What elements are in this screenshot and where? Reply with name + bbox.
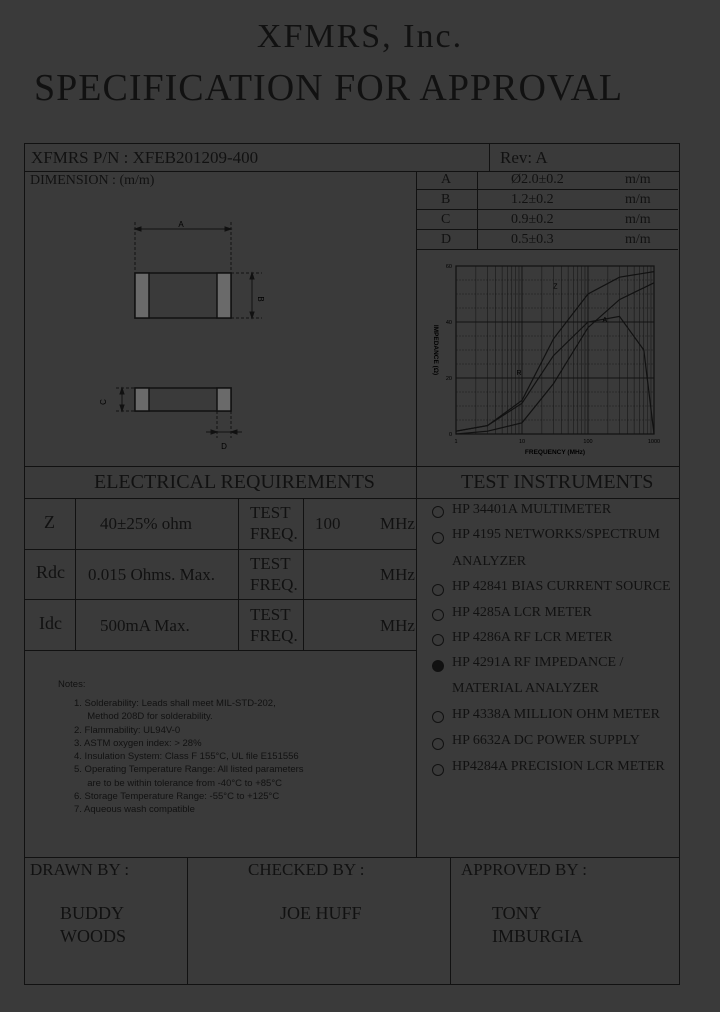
note-line: 2. Flammability: UL94V-0 — [74, 724, 181, 736]
instrument-label: HP 4286A RF LCR METER — [452, 630, 613, 645]
divider — [477, 171, 478, 249]
note-line: 1. Solderability: Leads shall meet MIL-STD-202, — [74, 698, 276, 709]
test-label: TEST — [250, 554, 291, 573]
notes-heading: Notes: — [58, 679, 86, 690]
series-r-line — [456, 283, 654, 434]
radio-button[interactable] — [432, 634, 444, 646]
param-symbol: Rdc — [36, 562, 65, 582]
divider — [450, 857, 451, 984]
freq-label: FREQ. — [250, 575, 298, 594]
test-label: TEST — [250, 605, 291, 624]
radio-button[interactable] — [432, 764, 444, 776]
divider — [489, 143, 490, 172]
approved-by-name: TONY — [492, 903, 542, 923]
x-tick-label: 1 — [454, 439, 458, 445]
radio-button[interactable] — [432, 609, 444, 621]
checked-by-name: JOE HUFF — [280, 903, 362, 923]
approved-by-name: IMBURGIA — [492, 926, 584, 946]
dimension-unit: m/m — [625, 212, 651, 227]
document-title: SPECIFICATION FOR APPROVAL — [34, 67, 624, 109]
divider — [416, 171, 417, 466]
note-line: 3. ASTM oxygen index: > 28% — [74, 737, 202, 749]
checked-by-label: CHECKED BY : — [248, 860, 365, 879]
dimension-value: 1.2±0.2 — [511, 192, 554, 207]
divider — [24, 549, 416, 550]
y-axis-label: IMPEDANCE (Ω) — [432, 324, 439, 376]
note-line: are to be within tolerance from -40°C to +85°C — [74, 777, 282, 789]
electrical-heading: ELECTRICAL REQUIREMENTS — [94, 471, 375, 493]
test-label: TEST — [250, 503, 291, 522]
frequency-unit: MHz — [380, 616, 415, 635]
frequency-unit: MHz — [380, 565, 415, 584]
drawn-by-name: BUDDY — [60, 903, 125, 923]
note-line: 7. Aqueous wash compatible — [74, 804, 195, 816]
radio-button-selected[interactable] — [432, 660, 444, 672]
instrument-label: HP 4291A RF IMPEDANCE / — [452, 655, 624, 670]
freq-label: FREQ. — [250, 524, 298, 543]
drawing-label: A — [178, 220, 184, 229]
divider — [24, 171, 679, 172]
divider — [303, 498, 304, 650]
divider — [416, 229, 678, 230]
instrument-label: HP 4285A LCR METER — [452, 605, 592, 620]
radio-button[interactable] — [432, 532, 444, 544]
series-label: R — [516, 370, 522, 378]
divider — [24, 857, 679, 858]
dimension-key: D — [441, 232, 452, 247]
param-value: 500mA Max. — [100, 616, 190, 635]
dimension-key: A — [441, 172, 452, 187]
divider — [187, 857, 188, 984]
note-line: 5. Operating Temperature Range: All listed parameters — [74, 764, 304, 776]
radio-button[interactable] — [432, 506, 444, 518]
dimension-key: B — [441, 192, 451, 207]
param-value: 40±25% ohm — [100, 514, 192, 533]
dimension-key: C — [441, 212, 451, 227]
frequency-unit: MHz — [380, 514, 415, 533]
divider — [75, 498, 76, 650]
series-label: A — [602, 317, 608, 324]
divider — [416, 466, 417, 857]
instrument-label: HP 34401A MULTIMETER — [452, 502, 612, 517]
y-tick-label: 0 — [448, 432, 452, 438]
instrument-label: HP 4338A MILLION OHM METER — [452, 707, 660, 722]
note-line: 4. Insulation System: Class F 155°C, UL file E151556 — [74, 751, 299, 763]
radio-button[interactable] — [432, 711, 444, 723]
divider — [24, 498, 679, 499]
param-symbol: Z — [44, 512, 55, 532]
dimension-unit: m/m — [625, 192, 651, 207]
notes-list — [74, 697, 304, 817]
radio-button[interactable] — [432, 738, 444, 750]
drawing-label: C — [99, 399, 108, 405]
divider — [416, 189, 678, 190]
test-frequency: 100 — [315, 514, 341, 533]
drawn-by-name: WOODS — [60, 926, 126, 946]
divider — [24, 466, 679, 467]
y-tick-label: 20 — [445, 376, 452, 382]
dimension-unit: m/m — [625, 232, 651, 247]
y-tick-label: 40 — [445, 320, 452, 326]
revision: Rev: A — [500, 148, 548, 167]
divider — [238, 498, 239, 650]
radio-button[interactable] — [432, 584, 444, 596]
series-x-line — [456, 316, 654, 434]
drawn-by-label: DRAWN BY : — [30, 860, 130, 879]
x-tick-label: 1000 — [647, 439, 661, 445]
series-z-line — [456, 272, 654, 432]
instrument-label: HP4284A PRECISION LCR METER — [452, 759, 665, 774]
dimension-value: 0.5±0.3 — [511, 232, 554, 247]
note-line: 6. Storage Temperature Range: -55°C to +125°C — [74, 791, 280, 803]
param-symbol: Idc — [39, 613, 62, 633]
drawing-label: D — [221, 442, 227, 451]
dimension-value: 0.9±0.2 — [511, 212, 554, 227]
dimension-label: DIMENSION : (m/m) — [30, 173, 155, 188]
component-drawing — [90, 210, 265, 460]
divider — [24, 650, 416, 651]
impedance-chart — [424, 258, 668, 462]
instrument-label: HP 4195 NETWORKS/SPECTRUM — [452, 527, 660, 542]
x-tick-label: 100 — [583, 439, 593, 445]
x-tick-label: 10 — [518, 439, 526, 445]
approved-by-label: APPROVED BY : — [461, 860, 587, 879]
chart-grid — [456, 266, 654, 434]
drawing-label: B — [256, 296, 265, 302]
series-label: Z — [553, 283, 558, 291]
instrument-label: MATERIAL ANALYZER — [452, 681, 600, 696]
dimension-unit: m/m — [625, 172, 651, 187]
instruments-heading: TEST INSTRUMENTS — [461, 471, 654, 493]
x-axis-label: FREQUENCY (MHz) — [524, 449, 586, 456]
freq-label: FREQ. — [250, 626, 298, 645]
param-value: 0.015 Ohms. Max. — [88, 565, 216, 584]
instrument-label: HP 6632A DC POWER SUPPLY — [452, 733, 640, 748]
dimension-value: Ø2.0±0.2 — [511, 172, 564, 187]
divider — [24, 599, 416, 600]
part-number: XFMRS P/N : XFEB201209-400 — [31, 148, 259, 167]
divider — [416, 249, 678, 250]
y-tick-label: 60 — [445, 264, 452, 270]
company-name: XFMRS, Inc. — [256, 18, 464, 55]
instrument-label: HP 42841 BIAS CURRENT SOURCE — [452, 579, 671, 594]
instrument-label: ANALYZER — [452, 554, 527, 569]
divider — [416, 209, 678, 210]
note-line: Method 208D for solderability. — [74, 711, 213, 723]
